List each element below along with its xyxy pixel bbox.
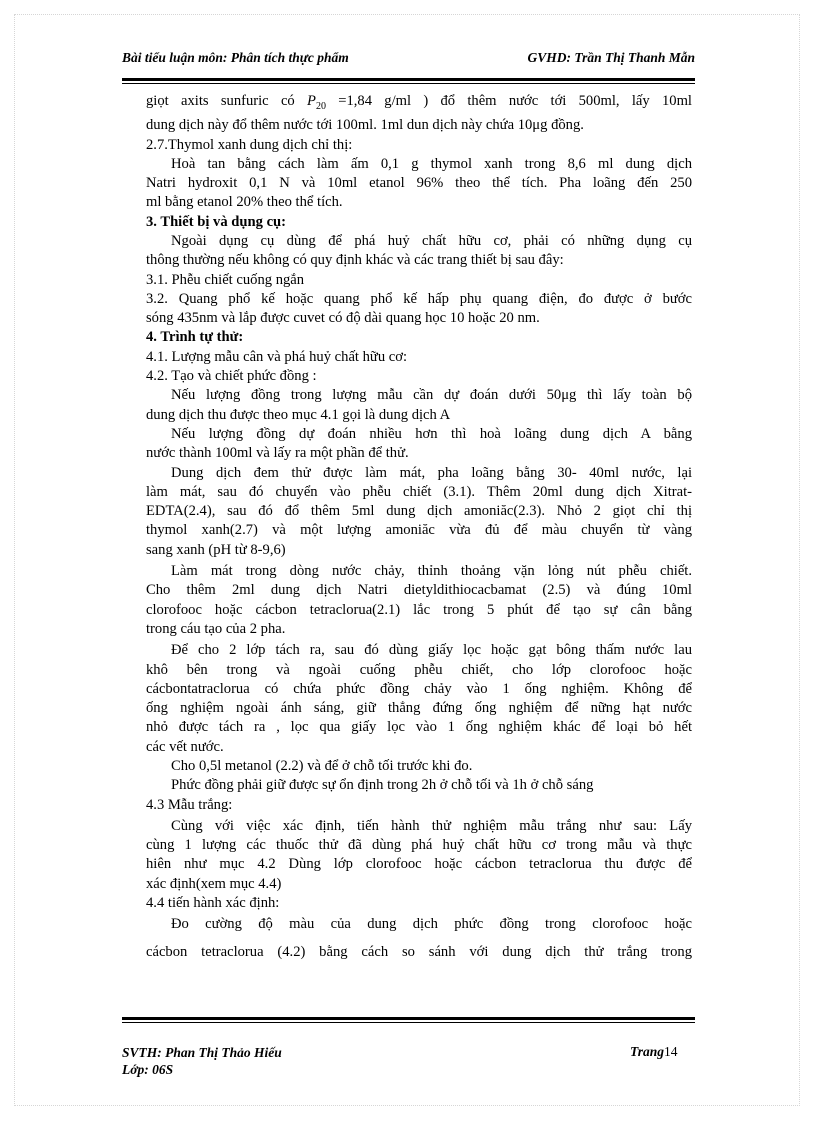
section-4-1: 4.1. Lượng mẫu cân và phá huỷ chất hữu cơ: <box>146 348 408 365</box>
body-line: Hoà tan bằng cách làm ấm 0,1 g thymol xanh trong 8,6 ml dung dịch <box>171 155 692 172</box>
body-line: clorofooc hoặc cácbon tetraclorua(2.1) lắc trong 5 phút để tạo sự cân bằng <box>146 601 692 618</box>
header-rule <box>122 78 695 84</box>
body-line: cácbon tetraclorua (4.2) bằng cách so sánh với dung dịch thử trắng trong <box>146 943 692 960</box>
body-line: sóng 435nm và lắp được cuvet có độ dài quang học 10 hoặc 20 nm. <box>146 310 540 327</box>
body-line: Nếu lượng đồng trong lượng mẫu cần dự đoán dưới 50μg thì lấy toàn bộ <box>171 387 692 404</box>
page-number-value: 14 <box>664 1044 678 1059</box>
section-3-heading: 3. Thiết bị và dụng cụ: <box>146 213 287 230</box>
body-line: các vết nước. <box>146 738 224 755</box>
body-line: Đo cường độ màu của dung dịch phức đồng trong clorofooc hoặc <box>171 916 692 933</box>
body-line: cácbontatraclorua có chứa phức đồng chảy vào 1 ống nghiệm. Không để <box>146 680 692 697</box>
section-4-heading: 4. Trình tự thử: <box>146 329 244 346</box>
body-line: Cho 0,5l metanol (2.2) và để ở chỗ tối trước khi đo. <box>171 758 473 774</box>
body-line: giọt axits sunfuric có $P_{20} =1,84$ g/ml ) đổ thêm nước tới 500ml, lấy 10ml <box>146 93 692 112</box>
section-3-1: 3.1. Phễu chiết cuống ngắn <box>146 271 305 288</box>
section-4-4-heading: 4.4 tiến hành xác định: <box>146 895 280 912</box>
header-instructor: GVHD: Trần Thị Thanh Mẫn <box>527 50 695 65</box>
body-line: thymol xanh(2.7) và một lượng amoniăc vừa đủ để màu chuyển từ vàng <box>146 522 692 539</box>
footer-rule <box>122 1017 695 1023</box>
body-line: Natri hydroxit 0,1 N và 10ml etanol 96% theo thể tích. Pha loãng đến 250 <box>146 175 692 192</box>
body-line: dung dịch thu được theo mục 4.1 gọi là dung dịch A <box>146 406 451 423</box>
body-line: nhỏ được tách ra , lọc qua giấy lọc vào 1 ống nghiệm khác để loại bỏ hết <box>146 719 692 736</box>
body-line: Nếu lượng đồng dự đoán nhiều hơn thì hoà loãng dung dịch A bằng <box>171 425 692 442</box>
page-header <box>122 50 695 66</box>
body-line: trong cáu tạo của 2 pha. <box>146 620 286 637</box>
body-line: khô bên trong và ngoài cuống phễu chiết, cho lớp clorofooc hoặc <box>146 661 692 678</box>
section-4-2: 4.2. Tạo và chiết phức đồng : <box>146 368 317 385</box>
body-line: hiên như mục 4.2 Dùng lớp clorofooc hoặc cácbon tetraclorua thu được để <box>146 856 692 873</box>
body-line: cùng 1 lượng các thuốc thử đã dùng phá huỷ chất hữu cơ trong mẫu và thực <box>146 837 692 854</box>
body-line: làm mát, sau đó chuyển vào phễu chiết (3.1). Thêm 20ml dung dịch Xitrat- <box>146 483 692 500</box>
page-label: Trang <box>630 1044 665 1059</box>
page-body <box>146 92 692 962</box>
section-4-3-heading: 4.3 Mẫu trắng: <box>146 796 233 813</box>
body-line: Cùng với việc xác định, tiến hành thử nghiệm mẫu trắng như sau: Lấy <box>171 817 692 834</box>
section-2-7-heading: 2.7.Thymol xanh dung dịch chỉ thị: <box>146 136 353 153</box>
header-course-title: Bài tiểu luận môn: Phân tích thực phẩm <box>122 50 349 65</box>
body-line: Phức đồng phải giữ được sự ổn định trong 2h ở chỗ tối và 1h ở chỗ sáng <box>171 777 594 794</box>
page-number <box>630 1044 678 1060</box>
body-line: Ngoài dụng cụ dùng để phá huỷ chất hữu cơ, phải có những dụng cụ <box>171 232 692 249</box>
body-line: sang xanh (pH từ 8-9,6) <box>146 541 286 558</box>
body-line: Làm mát trong dòng nước chảy, thỉnh thoảng vặn lỏng nút phễu chiết. <box>171 563 692 580</box>
body-line: nước thành 100ml và lấy ra một phần để thử. <box>146 445 409 462</box>
body-line: EDTA(2.4), sau đó đổ thêm 5ml dung dịch amoniăc(2.3). Nhỏ 2 giọt chỉ thị <box>146 503 692 520</box>
body-line: Cho thêm 2ml dung dịch Natri dietyldithiocacbamat (2.5) và đúng 10ml <box>146 582 692 599</box>
body-line: Dung dịch đem thử được làm mát, pha loãng bằng 30- 40ml nước, lại <box>171 464 692 481</box>
body-line: xác định(xem mục 4.4) <box>146 875 282 892</box>
body-line: dung dịch này đổ thêm nước tới 100ml. 1ml dun dịch này chứa 10μg đồng. <box>146 117 584 134</box>
section-3-2: 3.2. Quang phổ kế hoặc quang phổ kế hấp phụ quang điện, đo được ở bước <box>146 290 692 307</box>
footer-student: SVTH: Phan Thị Thảo Hiếu <box>122 1045 282 1060</box>
body-line: ml bằng etanol 20% theo thể tích. <box>146 194 343 211</box>
page-footer-author <box>122 1044 282 1078</box>
body-line: thông thường nếu không có quy định khác và các trang thiết bị sau đây: <box>146 252 564 269</box>
body-line: ống nghiệm ngoài ánh sáng, giữ thẳng đứng ống nghiệm để nững hạt nước <box>146 700 692 717</box>
body-line: Để cho 2 lớp tách ra, sau đó dùng giấy lọc hoặc gạt bông thấm nước lau <box>171 642 692 659</box>
footer-class: Lớp: 06S <box>122 1062 174 1077</box>
